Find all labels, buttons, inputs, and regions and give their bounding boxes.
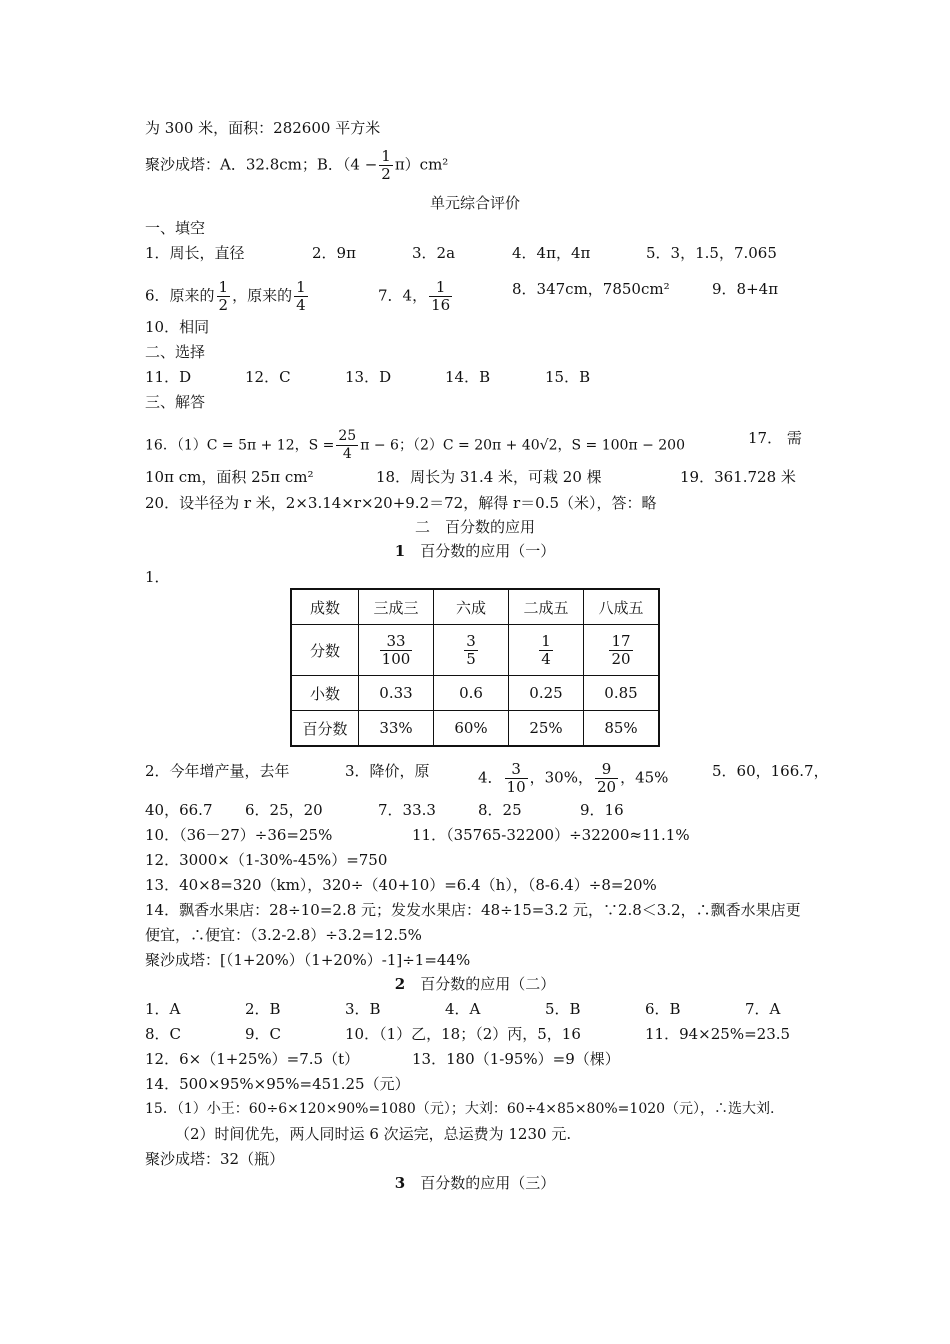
answer-item: 8．347cm，7850cm² — [512, 280, 670, 298]
answer-item: （2）时间优先，两人同时运 6 次运完，总运费为 1230 元. — [175, 1125, 572, 1143]
answer-item: 11．D — [145, 368, 192, 386]
answer-item: 2．B — [245, 1000, 281, 1018]
table-row — [291, 711, 659, 747]
answer-item: 3．降价，原 — [345, 762, 430, 780]
answer-item: 4．A — [445, 1000, 481, 1018]
answer-item: 9．C — [245, 1025, 282, 1043]
table-cell: 60% — [434, 711, 509, 747]
answer-item: 15．B — [545, 368, 591, 386]
answer-item: 15．（1）小王：60÷6×120×90%=1080（元）；大刘：60÷4×85×80%=1020（元），∴选大刘. — [145, 1101, 775, 1117]
answer-item: 16．（1）C = 5π + 12，S = $\frac{25}{4}$ π − 6；（2）C = 20π + 40√2，S = 100π − 200 — [145, 428, 685, 462]
answer-item: 5．B — [545, 1000, 581, 1018]
answer-item: 12．3000×（1-30%-45%）=750 — [145, 851, 388, 869]
answer-item: 4．4π，4π — [512, 244, 591, 262]
answer-item: 8．25 — [478, 801, 522, 819]
table-row — [291, 589, 659, 625]
fraction: $\frac{33}{100}$ — [381, 631, 411, 668]
text-line: 为 300 米，面积：282600 平方米 — [145, 119, 381, 137]
section-title: 2 百分数的应用（二） — [394, 975, 556, 993]
answer-item: 13．D — [345, 368, 392, 386]
answer-item: 14．B — [445, 368, 491, 386]
answer-item: 20．设半径为 r 米，2×3.14×r×20+9.2＝72，解得 r＝0.5（米），答：略 — [145, 494, 657, 512]
table-cell: 0.6 — [434, 676, 509, 711]
section-title: 3 百分数的应用（三） — [394, 1174, 556, 1192]
answer-item: 1．A — [145, 1000, 181, 1018]
table-cell: 二成五 — [509, 589, 584, 625]
table-cell: 0.85 — [584, 676, 660, 711]
answer-item: 11．（35765-32200）÷32200≈11.1% — [412, 826, 690, 844]
answer-item: 3．B — [345, 1000, 381, 1018]
answer-item: 2．今年增产量，去年 — [145, 762, 290, 780]
table-cell: 0.33 — [359, 676, 434, 711]
answer-item: 3．2a — [412, 244, 456, 262]
answer-item: 7．A — [745, 1000, 781, 1018]
answer-item: 5．60，166.7， — [712, 762, 829, 780]
answer-item: 便宜，∴便宜：（3.2-2.8）÷3.2=12.5% — [145, 926, 422, 944]
fraction: $\frac{3}{10}$ — [506, 760, 526, 796]
table-cell — [509, 625, 584, 676]
answer-item: 17． 需 — [748, 429, 802, 447]
table-cell — [434, 625, 509, 676]
answer-item: 13．40×8=320（km），320÷（40+10）=6.4（h），（8-6.4）÷8=20% — [145, 876, 657, 894]
answer-item: 1． — [145, 568, 170, 586]
text-line: 聚沙成塔：A．32.8cm；B．（4 − $\frac{1}{2}$ π）cm² — [145, 147, 449, 183]
answer-item: 10．（1）乙，18；（2）丙，5，16 — [345, 1025, 581, 1043]
fraction: $\frac{1}{4}$ — [541, 631, 551, 668]
answer-item: 18．周长为 31.4 米，可栽 20 棵 — [376, 468, 602, 486]
table-cell: 小数 — [291, 676, 359, 711]
table-cell: 成数 — [291, 589, 359, 625]
table-cell: 33% — [359, 711, 434, 747]
section-heading: 二、选择 — [145, 343, 206, 361]
answer-item: 10．（36－27）÷36=25% — [145, 826, 333, 844]
answer-item: 40，66.7 — [145, 801, 213, 819]
answer-item: 11．94×25%=23.5 — [645, 1025, 791, 1043]
answer-item: 4． $\frac{3}{10}$ ，30%， $\frac{9}{20}$ ，45% — [478, 760, 669, 796]
answer-item: 9．16 — [580, 801, 624, 819]
fraction: $\frac{1}{16}$ — [431, 278, 451, 314]
table-cell: 三成三 — [359, 589, 434, 625]
table-cell: 85% — [584, 711, 660, 747]
answer-item: 13．180（1-95%）=9（棵） — [412, 1050, 620, 1068]
answer-item: 6．B — [645, 1000, 681, 1018]
answer-item: 9．8+4π — [712, 280, 779, 298]
table-cell — [584, 625, 660, 676]
table-cell: 分数 — [291, 625, 359, 676]
section-title: 单元综合评价 — [429, 194, 520, 212]
chapter-title: 二 百分数的应用 — [414, 518, 535, 536]
fraction: $\frac{3}{5}$ — [466, 631, 476, 668]
table-cell: 六成 — [434, 589, 509, 625]
answer-item: 5．3，1.5，7.065 — [646, 244, 777, 262]
answer-item: 12．C — [245, 368, 291, 386]
fraction: $\frac{1}{4}$ — [296, 278, 306, 314]
answer-item: 10π cm，面积 25π cm² — [145, 468, 314, 486]
fraction: $\frac{1}{2}$ — [218, 278, 229, 314]
answer-item: 10．相同 — [145, 318, 210, 336]
answer-item: 1．周长，直径 — [145, 244, 245, 262]
answer-item: 12．6×（1+25%）=7.5（t） — [145, 1050, 360, 1068]
table-row — [291, 625, 659, 676]
answer-item: 聚沙成塔：32（瓶） — [145, 1150, 285, 1168]
table-cell: 25% — [509, 711, 584, 747]
answer-item: 14．飘香水果店：28÷10=2.8 元；发发水果店：48÷15=3.2 元，∵2.8＜3.2，∴飘香水果店更 — [145, 901, 801, 919]
fraction: $\frac{1}{2}$ — [381, 147, 391, 183]
section-title: 1 百分数的应用（一） — [394, 542, 556, 560]
section-heading: 三、解答 — [145, 393, 206, 411]
percent-table — [290, 588, 660, 747]
table-cell: 八成五 — [584, 589, 660, 625]
fraction: $\frac{9}{20}$ — [596, 760, 617, 796]
answer-item: 8．C — [145, 1025, 182, 1043]
answer-item: 6．原来的 $\frac{1}{2}$ ，原来的 $\frac{1}{4}$ — [145, 278, 306, 314]
answer-item: 14．500×95%×95%=451.25（元） — [145, 1075, 410, 1093]
answer-item: 19．361.728 米 — [680, 468, 796, 486]
table-cell: 0.25 — [509, 676, 584, 711]
table-cell: 百分数 — [291, 711, 359, 747]
table-row — [291, 676, 659, 711]
answer-item: 6．25，20 — [245, 801, 323, 819]
answer-item: 2．9π — [312, 244, 356, 262]
answer-item: 7．33.3 — [378, 801, 436, 819]
answer-item: 7．4， $\frac{1}{16}$ — [378, 278, 451, 314]
section-heading: 一、填空 — [145, 219, 206, 237]
table-cell — [359, 625, 434, 676]
answer-item: 聚沙成塔：[（1+20%）（1+20%）-1]÷1=44% — [145, 951, 471, 969]
fraction: $\frac{17}{20}$ — [611, 631, 631, 668]
fraction: $\frac{25}{4}$ — [338, 428, 357, 462]
